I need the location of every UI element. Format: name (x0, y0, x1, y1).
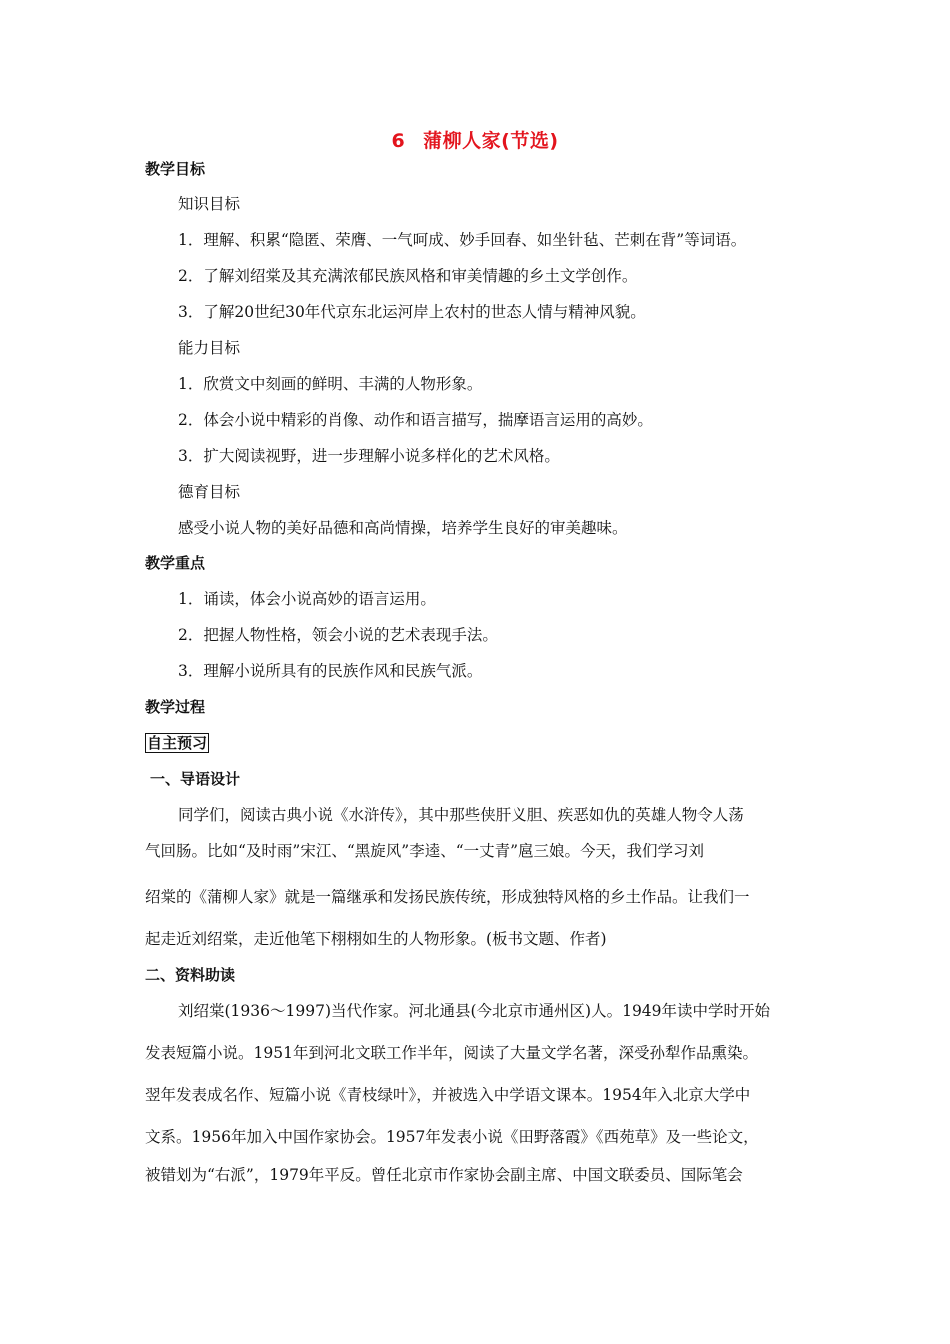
process-heading: 教学过程 (145, 698, 206, 716)
ability-item-3: 3．扩大阅读视野，进一步理解小说多样化的艺术风格。 (178, 447, 560, 465)
moral-text: 感受小说人物的美好品德和高尚情操，培养学生良好的审美趣味。 (178, 519, 628, 537)
intro-line-3: 绍棠的《蒲柳人家》就是一篇继承和发扬民族传统，形成独特风格的乡土作品。让我们一 (145, 888, 750, 906)
ability-item-1: 1．欣赏文中刻画的鲜明、丰满的人物形象。 (178, 375, 483, 393)
key-points-heading: 教学重点 (145, 554, 206, 572)
knowledge-item-3: 3．了解20世纪30年代京东北运河岸上农村的世态人情与精神风貌。 (178, 303, 646, 321)
knowledge-label: 知识目标 (178, 195, 241, 213)
knowledge-item-2: 2．了解刘绍棠及其充满浓郁民族风格和审美情趣的乡土文学创作。 (178, 267, 638, 285)
materials-line-5: 被错划为“右派”，1979年平反。曾任北京市作家协会副主席、中国文联委员、国际笔会 (145, 1166, 743, 1184)
materials-line-3: 翌年发表成名作、短篇小说《青枝绿叶》，并被选入中学语文课本。1954年入北京大学中 (145, 1086, 751, 1104)
self-study-box (145, 732, 209, 754)
materials-line-2: 发表短篇小说。1951年到河北文联工作半年，阅读了大量文学名著，深受孙犁作品熏染。 (145, 1044, 758, 1062)
key-point-2: 2．把握人物性格，领会小说的艺术表现手法。 (178, 626, 498, 644)
intro-heading: 一、导语设计 (150, 770, 241, 788)
ability-label: 能力目标 (178, 339, 241, 357)
moral-label: 德育目标 (178, 483, 241, 501)
materials-line-4: 文系。1956年加入中国作家协会。1957年发表小说《田野落霞》《西苑草》及一些论文， (145, 1128, 759, 1146)
lesson-number: 6 (391, 130, 406, 152)
key-point-1: 1．诵读，体会小说高妙的语言运用。 (178, 590, 436, 608)
page-title (0, 126, 950, 153)
intro-line-2: 气回肠。比如“及时雨”宋江、“黑旋风”李逵、“一丈青”扈三娘。今天，我们学习刘 (145, 842, 705, 860)
knowledge-item-1: 1．理解、积累“隐匿、荣膺、一气呵成、妙手回春、如坐针毡、芒刺在背”等词语。 (178, 231, 747, 249)
key-point-3: 3．理解小说所具有的民族作风和民族气派。 (178, 662, 483, 680)
intro-line-4: 起走近刘绍棠，走近他笔下栩栩如生的人物形象。(板书文题、作者) (145, 930, 607, 948)
lesson-title: 蒲柳人家(节选) (423, 130, 559, 152)
materials-heading: 二、资料助读 (145, 966, 236, 984)
intro-line-1: 同学们，阅读古典小说《水浒传》，其中那些侠肝义胆、疾恶如仇的英雄人物令人荡 (178, 806, 744, 824)
ability-item-2: 2．体会小说中精彩的肖像、动作和语言描写，揣摩语言运用的高妙。 (178, 411, 653, 429)
self-study-label: 自主预习 (147, 734, 208, 752)
materials-line-1: 刘绍棠(1936～1997)当代作家。河北通县(今北京市通州区)人。1949年读中学时开始 (178, 1002, 771, 1020)
objectives-heading: 教学目标 (145, 160, 206, 178)
